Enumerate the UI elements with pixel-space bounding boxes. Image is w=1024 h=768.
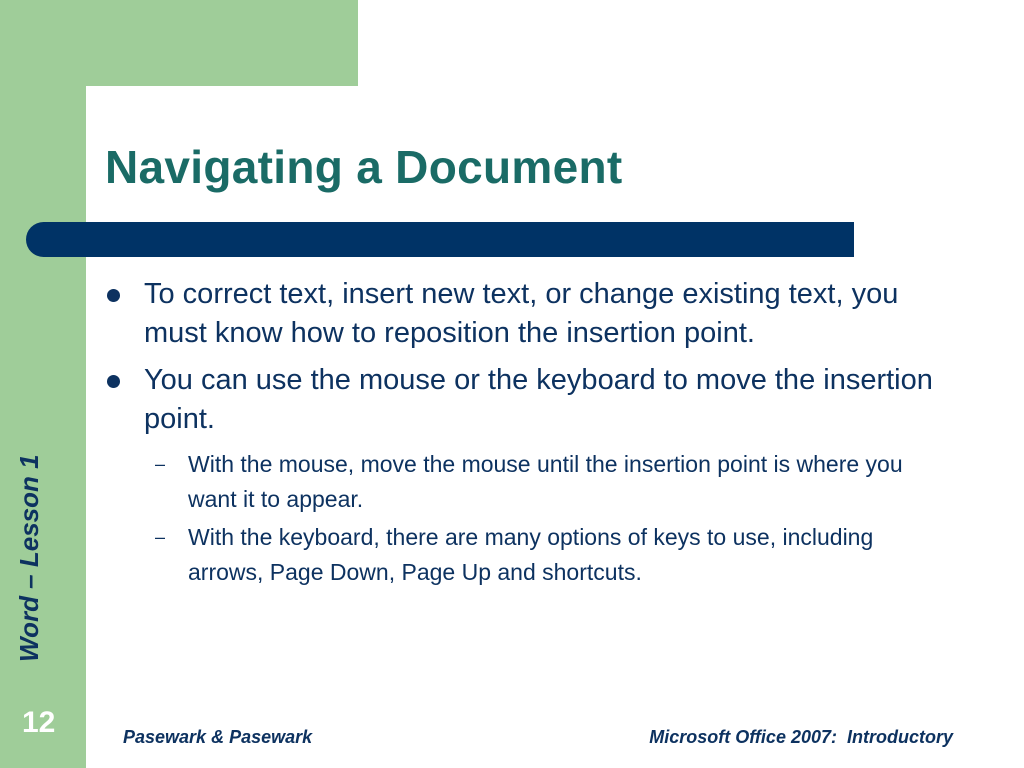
footer-course-title: Microsoft Office 2007: Introductory — [649, 727, 953, 747]
bullet-text: To correct text, insert new text, or change existing text, you must know how to reposition the insertion point. — [144, 278, 899, 349]
sub-bullet-item — [103, 447, 953, 517]
bullet-list — [103, 275, 953, 593]
title-underline-bar — [26, 222, 854, 257]
bullet-dot-icon — [107, 375, 120, 388]
sub-bullet-item — [103, 520, 953, 590]
dash-marker: – — [155, 454, 166, 474]
side-lesson-label: Word – Lesson 1 — [14, 454, 44, 662]
bullet-dot-icon — [107, 289, 120, 302]
page-number: 12 — [22, 706, 56, 739]
top-green-band — [0, 0, 358, 86]
sub-bullet-text: With the keyboard, there are many options of keys to use, including arrows, Page Down, Page Up and shortcuts. — [188, 524, 874, 585]
footer-author: Pasewark & Pasewark — [123, 727, 313, 747]
bullet-item — [103, 361, 953, 439]
sub-bullet-text: With the mouse, move the mouse until the insertion point is where you want it to appear. — [188, 451, 903, 512]
bullet-text: You can use the mouse or the keyboard to move the insertion point. — [144, 364, 933, 435]
bullet-item — [103, 275, 953, 353]
slide-title: Navigating a Document — [105, 141, 623, 193]
dash-marker: – — [155, 527, 166, 547]
